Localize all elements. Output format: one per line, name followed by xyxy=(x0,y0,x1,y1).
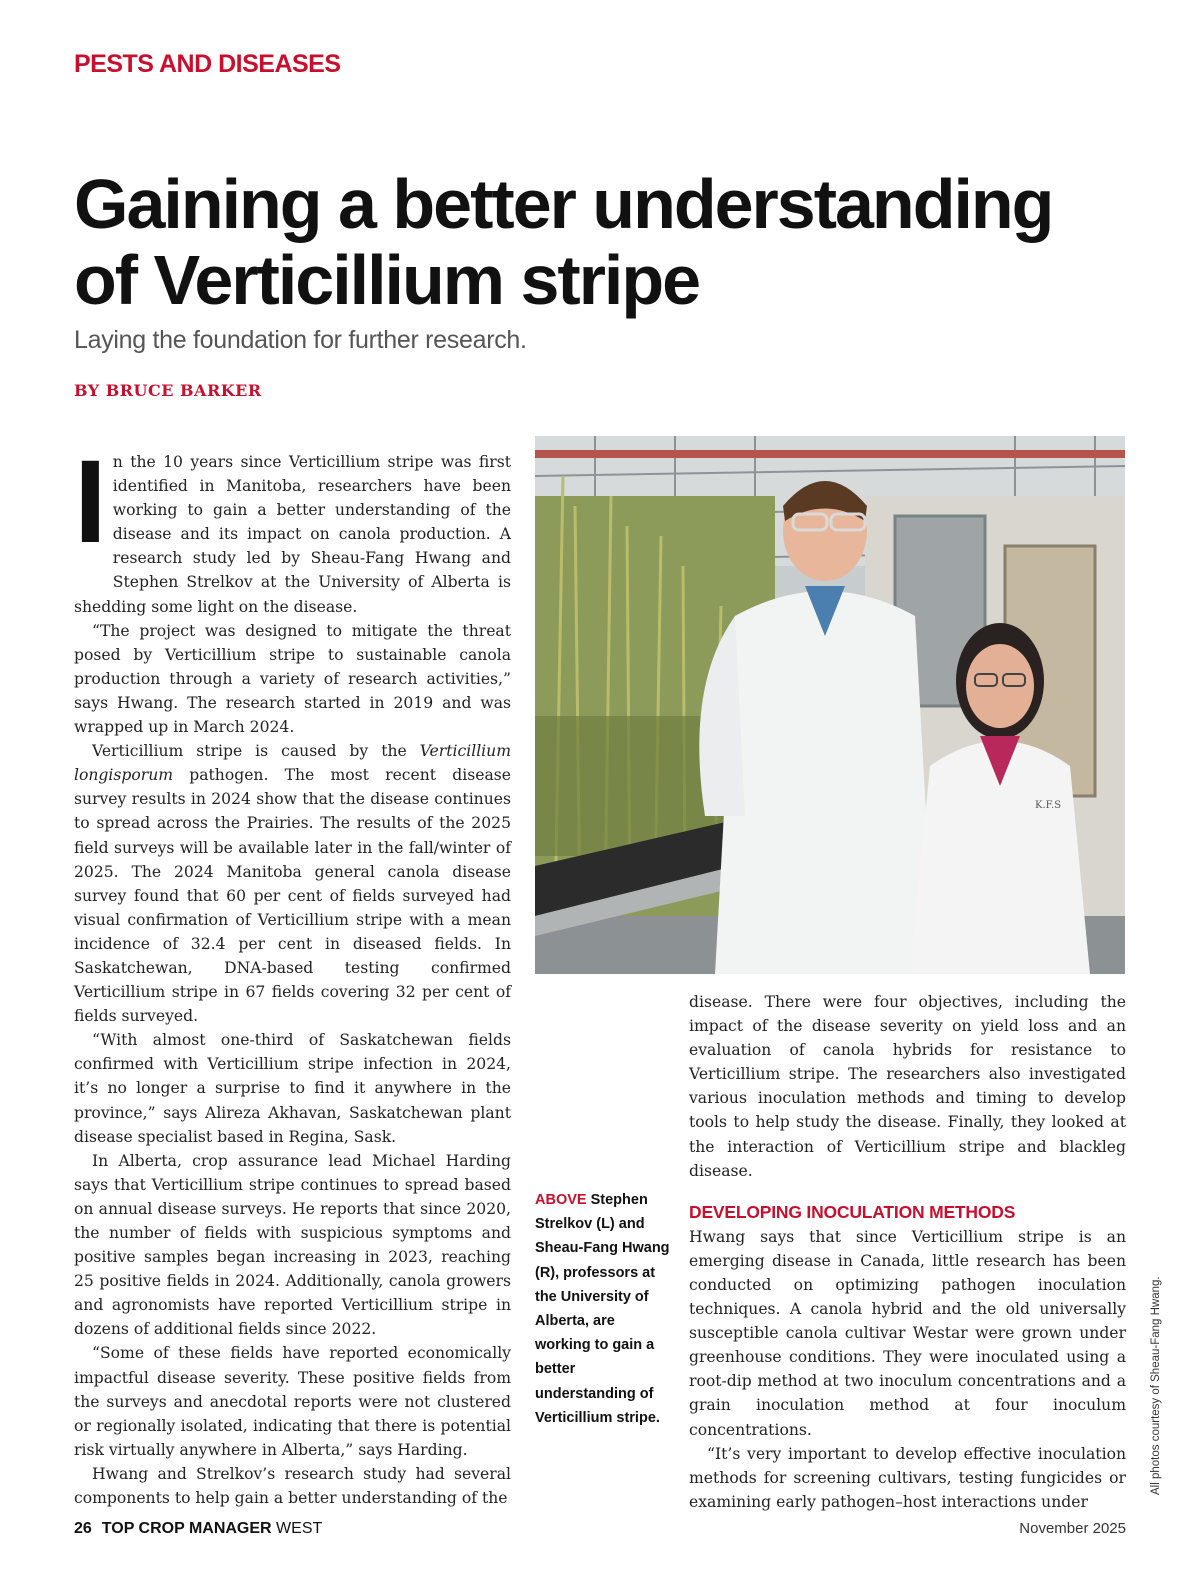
photo-caption xyxy=(535,1188,670,1430)
publication-region: WEST xyxy=(271,1520,323,1537)
headline-line-2: of Verticillium stripe xyxy=(74,241,700,319)
greenhouse-photo-illustration xyxy=(535,436,1125,974)
headline xyxy=(74,166,1164,318)
paragraph: “With almost one-third of Saskatchewan fields confirmed with Verticillium stripe infection in 2024, it’s no longer a surprise to find it anywhere in the province,” says Alireza Akhavan, Saskatchewan plant disease specialist based in Regina, Sask. xyxy=(74,1031,511,1146)
article-photo xyxy=(535,436,1125,974)
paragraph: “The project was designed to mitigate the threat posed by Verticillium stripe to sustainable canola production through a variety of research activities,” says Hwang. The research started in 2019 and was wrapped up in March 2024. xyxy=(74,621,511,737)
headline-line-1: Gaining a better understanding xyxy=(74,165,1053,243)
paragraph-text: Verticillium stripe is caused by the xyxy=(92,742,420,761)
publication-name: TOP CROP MANAGER xyxy=(101,1520,272,1537)
section-subheading: DEVELOPING INOCULATION METHODS xyxy=(689,1201,1016,1222)
byline: BY BRUCE BARKER xyxy=(74,381,262,400)
subhead: Laying the foundation for further research. xyxy=(74,326,527,354)
paragraph xyxy=(74,739,511,1028)
section-label: PESTS AND DISEASES xyxy=(74,50,341,78)
page-number: 26 xyxy=(74,1520,92,1537)
paragraph: Hwang and Strelkov’s research study had several components to help gain a better understanding of the xyxy=(74,1464,511,1508)
paragraph: In Alberta, crop assurance lead Michael Harding says that Verticillium stripe continues to spread based on annual disease surveys. He reports that since 2020, the number of fields with suspicious symptoms and positive samples began increasing in 2023, reaching 25 positive fields in 2024. Additionally, canola growers and agronomists have reported Verticillium stripe in dozens of additional fields since 2022. xyxy=(74,1151,511,1339)
lead-paragraph xyxy=(74,436,511,619)
paragraph: “Some of these fields have reported economically impactful disease severity. These positive fields from the surveys and anecdotal reports were not clustered or regionally isolated, indicating that there is potential risk virtually anywhere in Alberta,” says Harding. xyxy=(74,1344,511,1459)
species-name: Verticillium longisporum xyxy=(74,742,511,785)
issue-date: November 2025 xyxy=(1019,1520,1126,1537)
coat-initials: K.F.S xyxy=(1035,800,1062,811)
paragraph: disease. There were four objectives, including the impact of the disease severity on yield loss and an evaluation of canola hybrids for resistance to Verticillium stripe. The researchers also investigated various inoculation methods and timing to develop tools to help study the disease. Finally, they looked at the interaction of Verticillium stripe and blackleg disease. xyxy=(689,993,1126,1180)
caption-label: ABOVE xyxy=(535,1192,587,1208)
paragraph: Hwang says that since Verticillium stripe is an emerging disease in Canada, little research has been conducted on optimizing pathogen inoculation techniques. A canola hybrid and the old universally susceptible canola cultivar Westar were grown under greenhouse conditions. They were inoculated using a root-dip method at two inoculum concentrations and a grain inoculation method at four inoculum concentrations. xyxy=(689,1227,1126,1439)
right-column xyxy=(689,990,1126,1514)
paragraph-text: pathogen. The most recent disease survey results in 2024 show that the disease continues to spread across the Prairies. The results of the 2025 field surveys will be available later in the fall/winter of 2025. The 2024 Manitoba general canola disease survey found that 60 per cent of fields surveyed had visual confirmation of Verticillium stripe with a mean incidence of 32.4 per cent in diseased fields. In Saskatchewan, DNA-based testing confirmed Verticillium stripe in 67 fields covering 32 per cent of fields surveyed. xyxy=(74,766,511,1026)
footer-publication xyxy=(74,1520,322,1538)
drop-cap: I xyxy=(74,436,107,568)
paragraph: “It’s very important to develop effective inoculation methods for screening cultivars, testing fungicides or examining early pathogen–host interactions under xyxy=(689,1444,1126,1511)
left-column xyxy=(74,436,511,1510)
lead-paragraph-text: n the 10 years since Verticillium stripe was first identified in Manitoba, researchers have been working to gain a better understanding of the disease and its impact on canola production. A research study led by Sheau-Fang Hwang and Stephen Strelkov at the University of Alberta is shedding some light on the disease. xyxy=(74,453,511,616)
caption-text: Stephen Strelkov (L) and Sheau-Fang Hwang (R), professors at the University of Alberta, are working to gain a better understanding of Verticillium stripe. xyxy=(535,1192,670,1426)
photo-credit: All photos courtesy of Sheau-Fang Hwang. xyxy=(1150,1276,1162,1495)
